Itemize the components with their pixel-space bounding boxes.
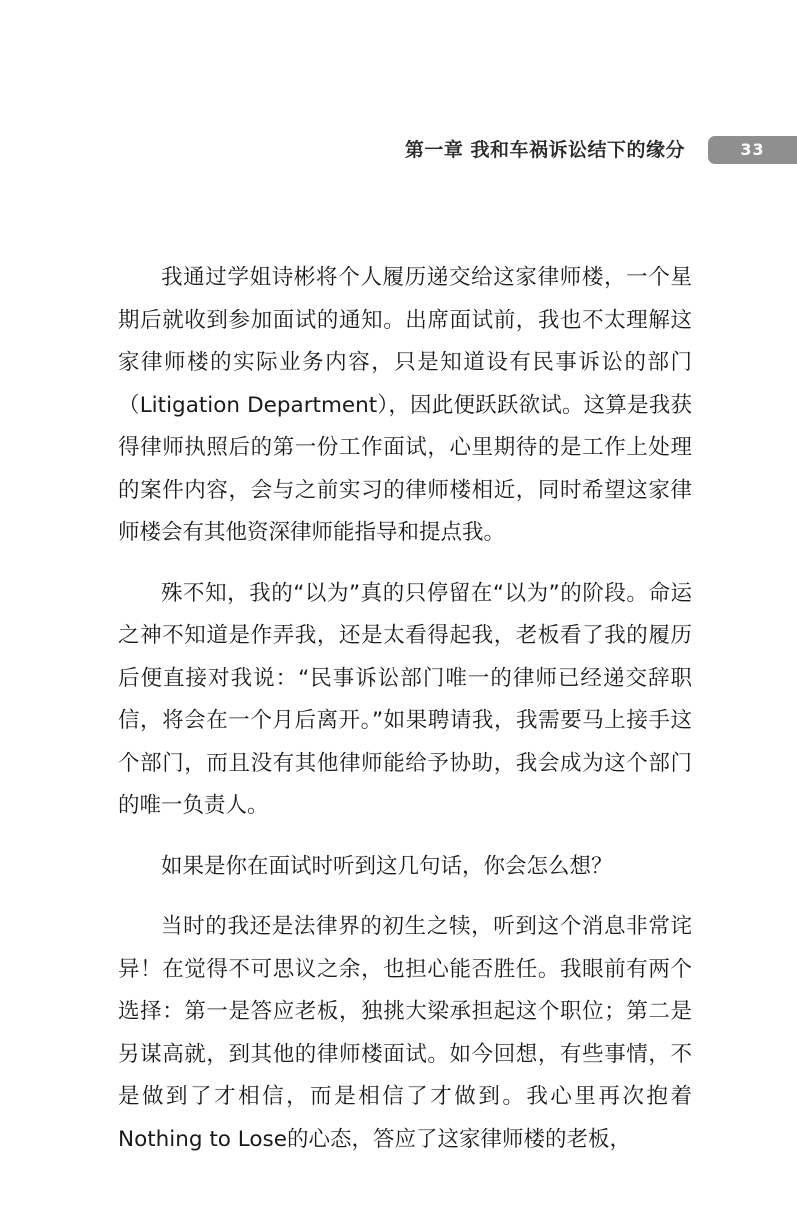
page-number: 33 [740, 140, 765, 159]
paragraph-1: 我通过学姐诗彬将个人履历递交给这家律师楼，一个星期后就收到参加面试的通知。出席面试前，我也不太理解这家律师楼的实际业务内容，只是知道设有民事诉讼的部门（Litigation Department），因此便跃跃欲试。这算是我获得律师执照后的第一份工作面试，心里期待的是工作上处理的案件内容，会与之前实习的律师楼相近，同时希望这家律师楼会有其他资深律师能指导和提点我。 [118, 265, 692, 545]
page-number-tab [708, 136, 797, 164]
running-head [0, 136, 797, 166]
paragraph-4: 当时的我还是法律界的初生之犊，听到这个消息非常诧异！在觉得不可思议之余，也担心能否胜任。我眼前有两个选择：第一是答应老板，独挑大梁承担起这个职位；第二是另谋高就，到其他的律师楼面试。如今回想，有些事情，不是做到了才相信，而是相信了才做到。我心里再次抱着Nothing to Lose的心态，答应了这家律师楼的老板， [118, 914, 692, 1152]
paragraph-2: 殊不知，我的“以为”真的只停留在“以为”的阶段。命运之神不知道是作弄我，还是太看得起我，老板看了我的履历后便直接对我说：“民事诉讼部门唯一的律师已经递交辞职信，将会在一个月后离开。”如果聘请我，我需要马上接手这个部门，而且没有其他律师能给予协助，我会成为这个部门的唯一负责人。 [118, 580, 692, 818]
chapter-title: 第一章 我和车祸诉讼结下的缘分 [404, 139, 685, 161]
body-text [118, 257, 692, 1179]
paragraph-3: 如果是你在面试时听到这几句话，你会怎么想？ [161, 853, 613, 879]
